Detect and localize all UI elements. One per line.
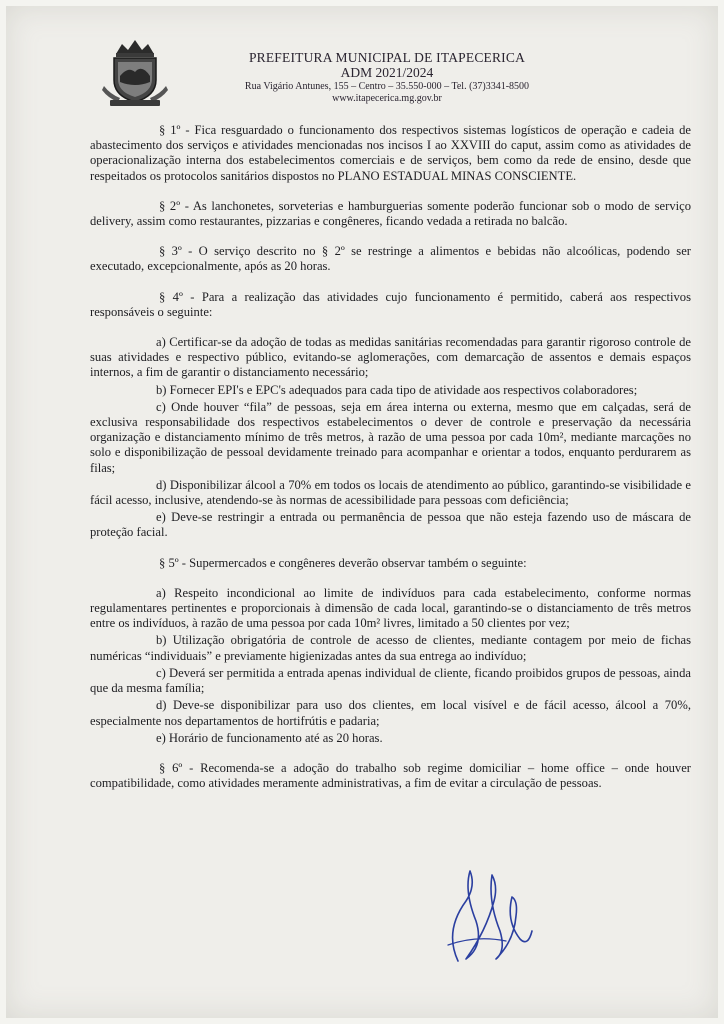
handwritten-signature (436, 861, 536, 971)
paragraph-4-item-e: e) Deve-se restringir a entrada ou permanência de pessoa que não esteja fazendo uso de máscara de proteção facial. (90, 510, 691, 540)
paragraph-5-item-c: c) Deverá ser permitida a entrada apenas individual de cliente, ficando proibidos grupos de pessoas, ainda que da mesma família; (90, 665, 691, 696)
header-address: Rua Vigário Antunes, 155 – Centro – 35.550-000 – Tel. (37)3341-8500 (244, 81, 530, 92)
letterhead (102, 36, 622, 116)
paragraph-5-item-e: e) Horário de funcionamento até as 20 horas. (156, 730, 383, 745)
document-body (90, 123, 691, 791)
paragraph-4-item-c: c) Onde houver “fila” de pessoas, seja em área interna ou externa, mesmo que em calçadas, será de exclusiva responsabilidade dos respectivos estabelecimentos o dever de controle e preservação da necessária organização e distanciamento mínimo de três metros, à razão de uma pessoa por cada 10m², mediante marcações no solo e disponibilização de pessoal devidamente treinado para acompanhar e orientar a todos, enquanto perdurarem as filas; (90, 399, 691, 475)
header-admin: ADM 2021/2024 (340, 65, 434, 80)
paragraph-5-item-a: a) Respeito incondicional ao limite de indivíduos para cada estabelecimento, conforme normas regulamentares pertinentes e proporcionais à dimensão de cada local, garantindo-se o distanciamento de três metros entre os indivíduos, à razão de uma pessoa por cada 10m² livres, limitado a 50 clientes por vez; (90, 585, 691, 631)
paragraph-5: § 5º - Supermercados e congêneres deverão observar também o seguinte: (159, 555, 527, 570)
header-title: PREFEITURA MUNICIPAL DE ITAPECERICA (248, 50, 526, 65)
paragraph-2: § 2º - As lanchonetes, sorveterias e hamburguerias somente poderão funcionar sob o modo de serviço delivery, assim como restaurantes, pizzarias e congêneres, ficando vedada a retirada no balcão. (90, 198, 691, 229)
paragraph-1: § 1º - Fica resguardado o funcionamento dos respectivos sistemas logísticos de operação e cadeia de abastecimento dos serviços e atividades mencionadas nos incisos I ao XXVIII do caput, assim como as atividades de operacionalização interna dos estabelecimentos comerciais e de serviços, bem como da rede de ensino, desde que respeitados os protocolos sanitários dispostos no PLANO ESTADUAL MINAS CONSCIENTE. (90, 123, 691, 183)
document-page (6, 6, 718, 1018)
paragraph-4-item-b: b) Fornecer EPI's e EPC's adequados para cada tipo de atividade aos respectivos colaboradores; (156, 382, 638, 397)
paragraph-4: § 4º - Para a realização das atividades cujo funcionamento é permitido, caberá aos respectivos responsáveis o seguinte: (90, 289, 691, 319)
header-website[interactable]: www.itapecerica.mg.gov.br (332, 93, 442, 104)
paragraph-5-item-b: b) Utilização obrigatória de controle de acesso de clientes, mediante contagem por meio de fichas numéricas “individuais” e previamente higienizadas antes da sua entrega ao indivíduo; (90, 633, 691, 663)
paragraph-4-item-a: a) Certificar-se da adoção de todas as medidas sanitárias recomendadas para garantir rigoroso controle de suas atividades e respectivo público, evitando-se aglomerações, com demarcação de assentos e demais espaços internos, a fim de garantir o distanciamento necessário; (90, 335, 691, 380)
paragraph-4-item-d: d) Disponibilizar álcool a 70% em todos os locais de atendimento ao público, garantindo-se visibilidade e fácil acesso, inclusive, atendendo-se às normas de acessibilidade para pessoas com deficiência; (90, 477, 691, 508)
paragraph-3: § 3º - O serviço descrito no § 2º se restringe a alimentos e bebidas não alcoólicas, podendo ser executado, excepcionalmente, após as 20 horas. (90, 244, 691, 274)
coat-of-arms-icon (102, 36, 168, 108)
paragraph-6: § 6º - Recomenda-se a adoção do trabalho sob regime domiciliar – home office – onde houver compatibilidade, como atividades meramente administrativas, a fim de evitar a circulação de pessoas. (90, 760, 691, 791)
paragraph-5-item-d: d) Deve-se disponibilizar para uso dos clientes, em local visível e de fácil acesso, álcool a 70%, especialmente nos departamentos de hortifrútis e padaria; (90, 698, 691, 728)
